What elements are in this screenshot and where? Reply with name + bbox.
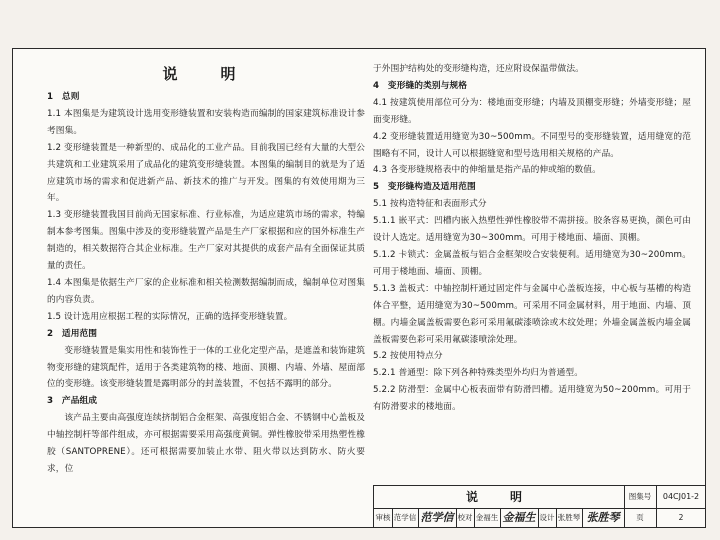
- check-label: 校对: [456, 508, 475, 528]
- paragraph: 5.1 按构造特征和表面形式分: [373, 199, 487, 210]
- paragraph: 5.1.2 卡锁式：金属盖板与铝合金框架咬合安装便利。适用缝宽为30~200mm。可用于楼地面、墙面、顶棚。: [373, 249, 691, 277]
- checker-name: 金福生: [474, 508, 501, 528]
- section-heading: 3 产品组成: [47, 396, 98, 407]
- paragraph: 1.4 本图集是依据生产厂家的企业标准和相关检测数据编制而成，编制单位对图集的内容负责。: [47, 277, 365, 305]
- drawing-sheet: [12, 48, 706, 528]
- page-label: 页: [624, 508, 657, 528]
- designer-signature: 张胜琴: [582, 508, 625, 528]
- review-label: 审核: [374, 508, 393, 528]
- atlas-number-label: 图集号: [624, 486, 657, 509]
- paragraph: 4.2 变形缝装置适用缝宽为30~500mm。不同型号的变形缝装置，适用缝宽的范围略有不同，设计人可以根据缝宽和型号选用相关规格的产品。: [373, 131, 691, 159]
- title-block: [373, 485, 706, 528]
- paragraph: 该产品主要由高强度连续挤制铝合金框架、高强度铝合金、不锈钢中心盖板及中轴控制杆等部件组成，亦可根据需要采用高强度黄铜。弹性橡胶带采用热塑性橡胶（SANTOPRENE）。还可根据需要加装止水带、阻火带以达到防水、防火要求，位: [47, 413, 365, 474]
- signature-row: [374, 508, 706, 528]
- page-title: 说 明: [162, 65, 250, 83]
- paragraph: 5.2.2 防滑型：金属中心板表面带有防滑凹槽。适用缝宽为50~200mm。可用于有防滑要求的楼地面。: [373, 385, 691, 413]
- atlas-number: 04CJ01-2: [656, 486, 706, 509]
- designer-name: 张胜琴: [556, 508, 583, 528]
- left-column: [47, 61, 365, 478]
- page-number: 2: [678, 513, 684, 522]
- paragraph: 5.2 按使用特点分: [373, 351, 443, 362]
- paragraph: 1.1 本图集是为建筑设计选用变形缝装置和安装构造而编制的国家建筑标准设计参考图集。: [47, 108, 365, 136]
- drawing-name: 说 明: [374, 486, 625, 509]
- paragraph: 5.2.1 普通型：除下列各种特殊类型外均归为普通型。: [373, 368, 584, 379]
- paragraph: 1.5 设计选用应根据工程的实际情况，正确的选择变形缝装置。: [47, 311, 293, 322]
- reviewer-name: 范学信: [392, 508, 419, 528]
- paragraph: 4.3 各变形缝规格表中的伸缩量是指产品的伸或缩的数值。: [373, 165, 601, 176]
- section-heading: 4 变形缝的类别与规格: [373, 80, 468, 91]
- paragraph: 5.1.1 嵌平式：凹槽内嵌入热塑性弹性橡胶带不需拼接。胶条容易更换，颜色可由设计人选定。适用缝宽为30~300mm。可用于楼地面、墙面、顶棚。: [373, 216, 691, 244]
- reviewer-signature: 范学信: [418, 508, 457, 528]
- section-heading: 5 变形缝构造及适用范围: [373, 182, 476, 193]
- section-heading: 2 适用范围: [47, 328, 98, 339]
- design-label: 设计: [538, 508, 557, 528]
- checker-signature: 金福生: [500, 508, 539, 528]
- paragraph: 变形缝装置是集实用性和装饰性于一体的工业化定型产品，是遮盖和装饰建筑物变形缝的建筑配件，适用于各类建筑物的楼、地面、顶棚、内墙、外墙、屋面部位的变形缝。该变形缝装置是露明部分的封盖装置，不包括不露明的部分。: [47, 345, 365, 390]
- paragraph: 1.3 变形缝装置我国目前尚无国家标准、行业标准，为适应建筑市场的需求，特编制本参考图集。图集中涉及的变形缝装置产品是生产厂家根据和应的国外标准生产制造的，相关数据符合其企业标准。生产厂家对其提供的成套产品有全面保证其质量的责任。: [47, 210, 365, 272]
- section-heading: 1 总则: [47, 92, 80, 102]
- paragraph: 1.2 变形缝装置是一种新型的、成品化的工业产品。目前我国已经有大量的大型公共建筑和工业建筑采用了成品化的建筑变形缝装置。本图集的编制目的就是为了适应建筑市场的需求和促进新产品、新技术的推广与开发。图集的有效使用期为三年。: [47, 142, 365, 204]
- paragraph: 4.1 按建筑使用部位可分为：楼地面变形缝；内墙及顶棚变形缝；外墙变形缝；屋面变形缝。: [373, 97, 691, 125]
- paragraph: 于外围护结构处的变形缝构造，还应附设保温带做法。: [373, 64, 584, 74]
- right-column: [373, 61, 691, 416]
- paragraph: 5.1.3 盖板式：中轴控制杆通过固定件与金属中心盖板连接，中心板与基槽的构造体合平整，适用缝宽为30~500mm。可采用不同金属材料，用于地面、内墙、顶棚。内墙金属盖板需要色彩可采用氟碳漆喷涂或木纹处理；外墙金属盖板内墙金属盖板需要色彩可采用氟碳漆喷涂处理。: [373, 283, 691, 345]
